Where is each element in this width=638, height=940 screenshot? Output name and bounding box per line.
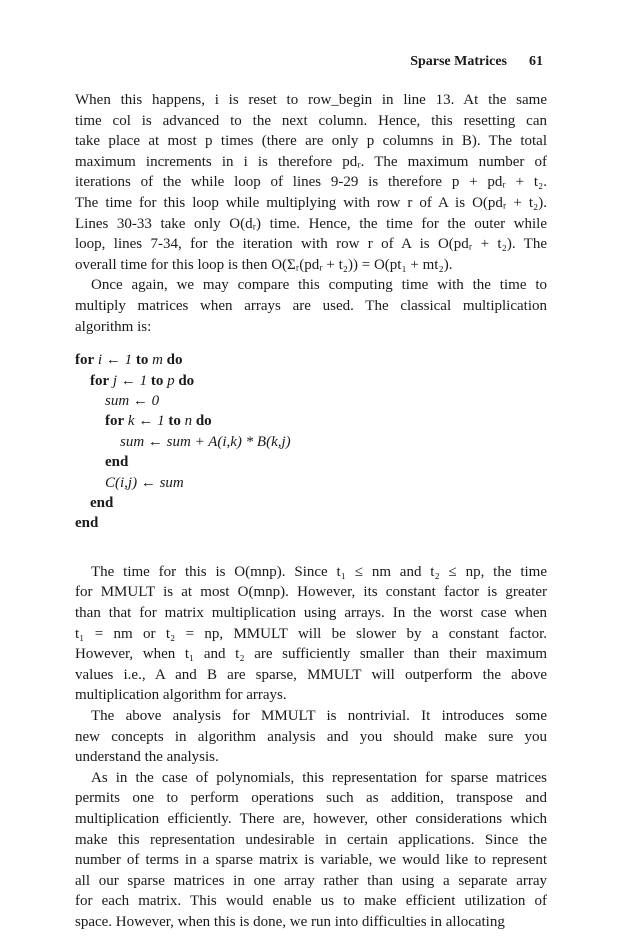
keyword: do xyxy=(166,352,183,369)
text-line: understand the analysis. xyxy=(75,749,219,766)
code-text: m xyxy=(148,352,167,369)
algorithm-line xyxy=(75,493,547,513)
text-line: multiplication algorithm for arrays. xyxy=(75,687,287,704)
keyword: to xyxy=(135,352,149,369)
keyword: end xyxy=(90,494,114,511)
algorithm-line xyxy=(75,513,547,533)
keyword: do xyxy=(195,413,212,430)
text-line: values i.e., A and B are sparse, MMULT will outperform the above xyxy=(75,666,547,683)
code-text: sum ← sum + A(i,k) * B(k,j) xyxy=(120,433,291,450)
text-line: all our sparse matrices in one array rather than using a separate array xyxy=(75,872,547,889)
body-text xyxy=(75,90,547,932)
algorithm-line xyxy=(75,452,547,472)
algorithm-line xyxy=(75,411,547,431)
keyword: for xyxy=(105,413,125,430)
text-line: Once again, we may compare this computing time with the time to xyxy=(91,277,547,294)
keyword: for xyxy=(90,372,110,389)
running-header-title: Sparse Matrices xyxy=(410,54,507,69)
code-text: k ← 1 xyxy=(124,413,169,430)
keyword: to xyxy=(168,413,181,430)
text-line: loop, lines 7-34, for the iteration with row r of A is O(pdᵣ + t₂). The xyxy=(75,236,547,253)
text-line: t₁ = nm or t₂ = np, MMULT will be slower by a constant factor. xyxy=(75,625,547,642)
text-before-algorithm xyxy=(75,90,547,337)
algorithm-listing xyxy=(75,350,547,534)
code-text: p xyxy=(163,372,179,389)
running-header xyxy=(75,54,543,74)
text-line: As in the case of polynomials, this representation for sparse matrices xyxy=(91,769,547,786)
text-line: multiply matrices when arrays are used. The classical multiplication xyxy=(75,297,547,314)
algorithm-line xyxy=(75,350,547,370)
text-line: space. However, when this is done, we run into difficulties in allocating xyxy=(75,913,505,930)
code-text: i ← 1 xyxy=(94,352,136,369)
code-text: sum ← 0 xyxy=(105,392,160,409)
algorithm-line xyxy=(75,391,547,411)
code-text: n xyxy=(180,413,196,430)
text-line: However, when t₁ and t₂ are sufficiently smaller than their maximum xyxy=(75,646,547,663)
code-text: C(i,j) ← sum xyxy=(105,474,184,491)
keyword: for xyxy=(75,352,95,369)
algorithm-line xyxy=(75,371,547,391)
algorithm-line xyxy=(75,432,547,452)
text-line: The above analysis for MMULT is nontrivial. It introduces some xyxy=(91,707,547,724)
text-line: than that for matrix multiplication using arrays. In the worst case when xyxy=(75,604,547,621)
text-line: maximum increments in i is therefore pdᵣ. The maximum number of xyxy=(75,153,547,170)
text-line: number of terms in a sparse matrix is variable, we would like to represent xyxy=(75,852,547,869)
text-line: new concepts in algorithm analysis and you should make sure you xyxy=(75,728,547,745)
page-number: 61 xyxy=(529,54,543,69)
text-line: algorithm is: xyxy=(75,318,152,335)
keyword: end xyxy=(75,515,99,532)
keyword: do xyxy=(178,372,195,389)
text-line: make this representation undesirable in certain applications. Since the xyxy=(75,831,547,848)
text-line: When this happens, i is reset to row_begin in line 13. At the same xyxy=(75,92,547,108)
keyword: to xyxy=(150,372,164,389)
text-line: The time for this loop while multiplying with row r of A is O(pdᵣ + t₂). xyxy=(75,194,547,211)
text-line: time col is advanced to the next column. Hence, this resetting can xyxy=(75,112,547,129)
text-line: take place at most p times (there are only p columns in B). The total xyxy=(75,133,547,150)
text-line: for MMULT is at most O(mnp). However, its constant factor is greater xyxy=(75,584,547,601)
text-line: iterations of the while loop of lines 9-29 is therefore p + pdᵣ + t₂. xyxy=(75,174,547,191)
keyword: end xyxy=(105,454,129,471)
algorithm-line xyxy=(75,473,547,493)
text-line: multiplication efficiently. There are, however, other considerations which xyxy=(75,810,547,827)
text-line: for each matrix. This would enable us to make efficient utilization of xyxy=(75,893,547,910)
code-text: j ← 1 xyxy=(109,372,151,389)
text-line: Lines 30-33 take only O(dᵣ) time. Hence, the time for the outer while xyxy=(75,215,547,232)
text-line: The time for this is O(mnp). Since t₁ ≤ nm and t₂ ≤ np, the time xyxy=(91,563,547,580)
text-line: permits one to perform operations such as addition, transpose and xyxy=(75,790,547,807)
text-after-algorithm xyxy=(75,562,547,933)
text-line: overall time for this loop is then O(Σᵣ(pdᵣ + t₂)) = O(pt₁ + mt₂). xyxy=(75,256,453,273)
